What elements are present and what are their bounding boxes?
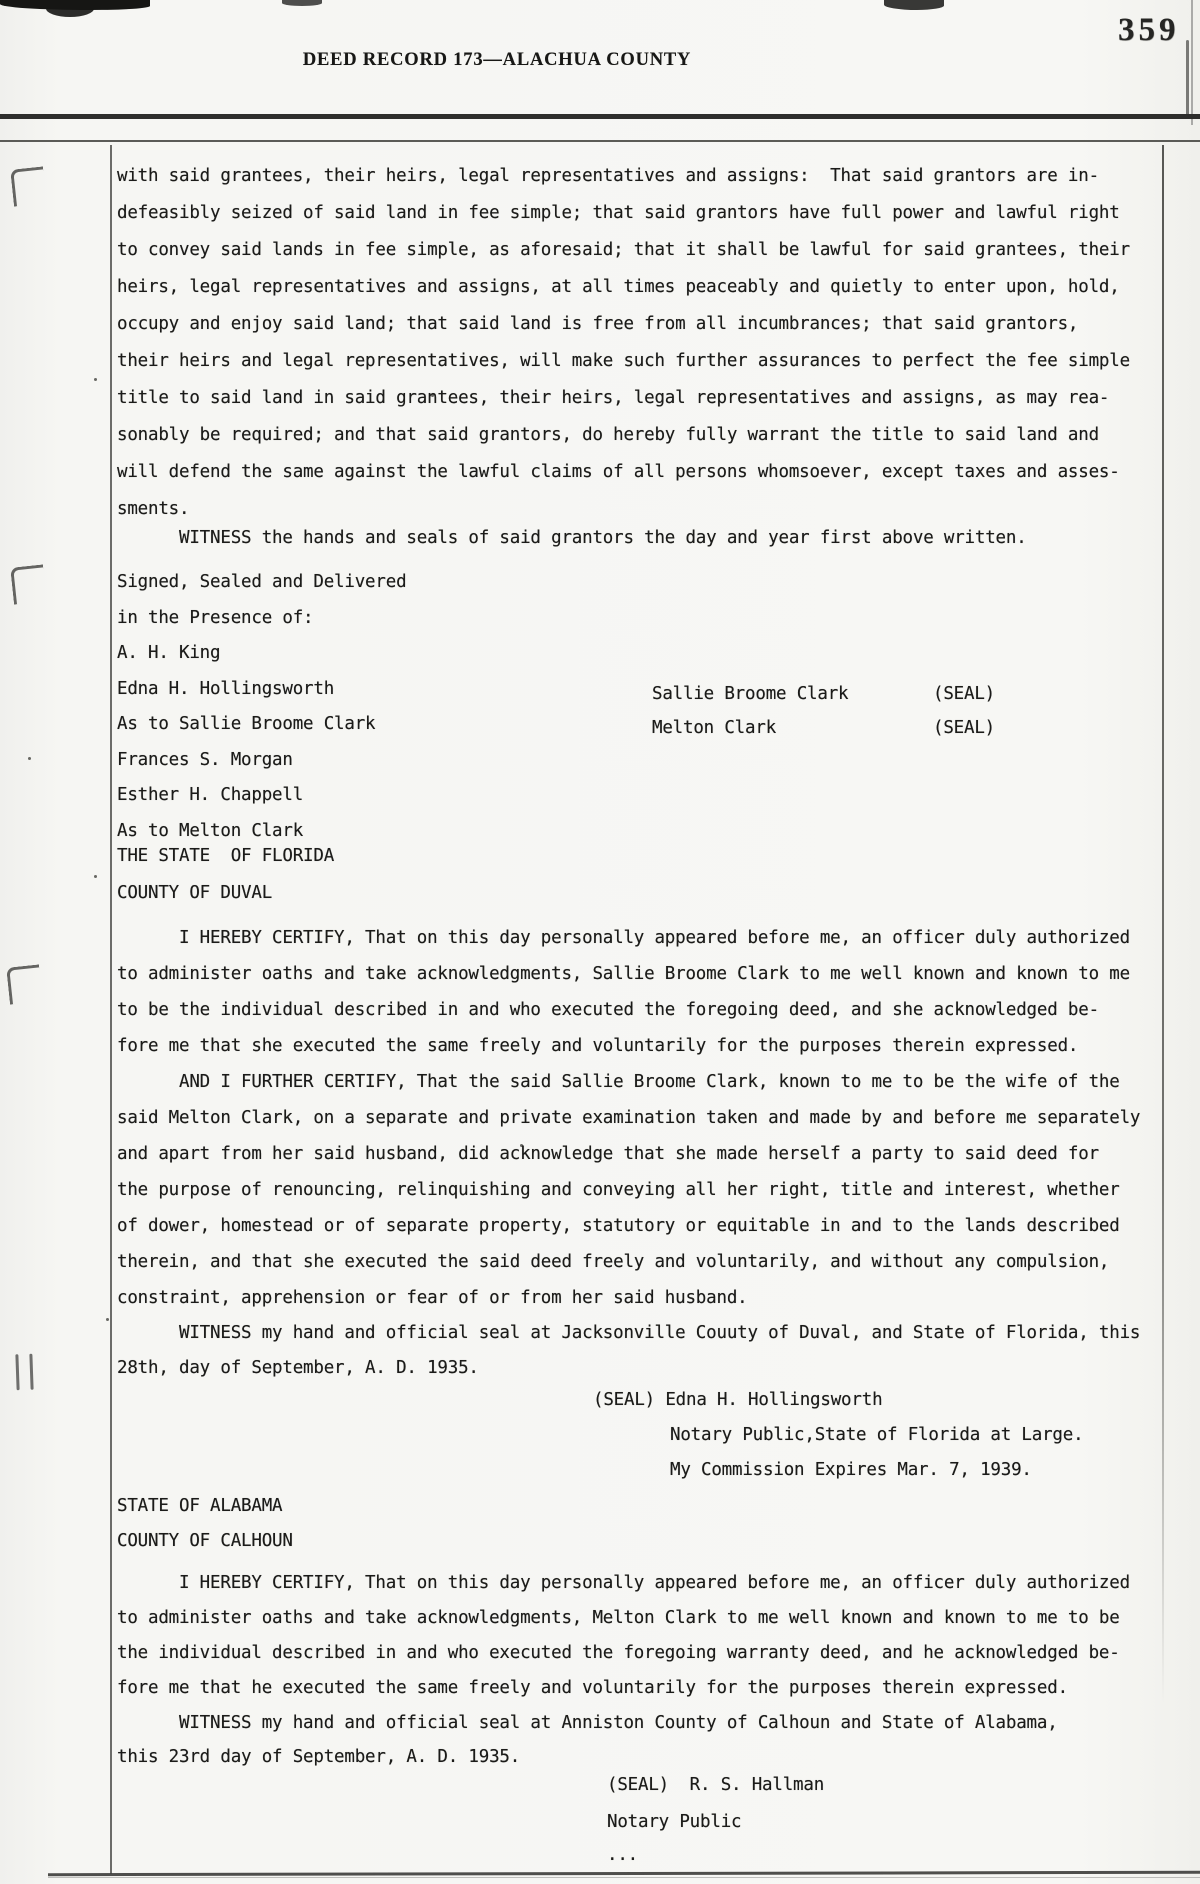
ink-speck	[94, 378, 97, 381]
florida-notary-seal-line: (SEAL) Edna H. Hollingsworth	[593, 1390, 883, 1410]
deed-line: to convey said lands in fee simple, as aforesaid; that it shall be lawful for said grantees, their	[117, 240, 1130, 260]
ink-speck	[28, 757, 31, 760]
deed-line: sonably be required; and that said grantors, do hereby fully warrant the title to said land and	[117, 425, 1099, 445]
left-margin-rule	[110, 145, 112, 1874]
deed-line: occupy and enjoy said land; that said land is free from all incumbrances; that said grantors,	[117, 314, 1079, 334]
certify-line: the purpose of renouncing, relinquishing and conveying all her right, title and interest, whether	[117, 1180, 1120, 1200]
florida-notary-commission-line: My Commission Expires Mar. 7, 1939.	[670, 1460, 1032, 1480]
grantor-signature-name: Melton Clark	[652, 718, 777, 738]
deed-line: title to said land in said grantees, their heirs, legal representatives and assigns, as may rea-	[117, 388, 1110, 408]
ink-speck	[106, 1318, 109, 1321]
deed-line: will defend the same against the lawful claims of all persons whomsoever, except taxes and asses-	[117, 462, 1120, 482]
alabama-notary-title-line: Notary Public	[607, 1812, 742, 1832]
bottom-rule	[48, 1871, 1200, 1876]
witness-column-line: in the Presence of:	[117, 607, 314, 628]
witness-line: WITNESS my hand and official seal at Anniston County of Calhoun and State of Alabama,	[117, 1713, 1058, 1733]
deed-line: with said grantees, their heirs, legal representatives and assigns: That said grantors are in-	[117, 166, 1099, 186]
witness-column-line: Frances S. Morgan	[117, 749, 293, 770]
certify-line: of dower, homestead or of separate property, statutory or equitable in and to the lands described	[117, 1216, 1120, 1236]
alabama-notary-seal-line: (SEAL) R. S. Hallman	[607, 1775, 825, 1795]
alabama-state-heading: STATE OF ALABAMA	[117, 1496, 283, 1516]
certify-line: fore me that he executed the same freely and voluntarily for the purposes therein expressed.	[117, 1678, 1068, 1698]
certify-line: to be the individual described in and who executed the foregoing deed, and she acknowledged be-	[117, 1000, 1099, 1020]
witness-column-line: A. H. King	[117, 643, 221, 663]
top-rule-thin	[0, 140, 1200, 142]
page-number: 359	[1118, 12, 1180, 48]
certify-line: said Melton Clark, on a separate and private examination taken and made by and before me separately	[117, 1108, 1141, 1128]
margin-corner-mark-3	[6, 964, 43, 1004]
grantor-signature-name: Sallie Broome Clark	[652, 684, 849, 704]
certify-line: to administer oaths and take acknowledgments, Sallie Broome Clark to me well known and known to me	[117, 964, 1130, 984]
certify-line: and apart from her said husband, did acknowledge that she made herself a party to said deed for	[117, 1144, 1099, 1164]
certify-line: constraint, apprehension or fear of or from her said husband.	[117, 1288, 748, 1308]
seal-annotation: (SEAL)	[933, 684, 996, 704]
deed-line: defeasibly seized of said land in fee simple; that said grantors have full power and lawful right	[117, 203, 1120, 223]
certify-line: therein, and that she executed the said deed freely and voluntarily, and without any compulsion,	[117, 1252, 1110, 1272]
witness-line: this 23rd day of September, A. D. 1935.	[117, 1747, 521, 1767]
deed-line: their heirs and legal representatives, will make such further assurances to perfect the fee simple	[117, 351, 1130, 371]
witness-column-line: As to Melton Clark	[117, 820, 304, 841]
witness-column-line: As to Sallie Broome Clark	[117, 714, 376, 734]
witness-line: 28th, day of September, A. D. 1935.	[117, 1358, 479, 1378]
right-margin-rule	[1162, 145, 1164, 1705]
certify-line: AND I FURTHER CERTIFY, That the said Sallie Broome Clark, known to me to be the wife of the	[117, 1072, 1120, 1092]
scan-smudge-top-mid	[282, 0, 322, 6]
scan-mark-right-edge	[1186, 40, 1189, 118]
certify-line: fore me that she executed the same freely and voluntarily for the purposes therein expressed.	[117, 1036, 1079, 1056]
record-end-marks: ...	[607, 1845, 639, 1865]
florida-certify-paragraph	[117, 920, 1130, 1064]
signing-witness-column	[117, 565, 406, 849]
florida-further-certify-paragraph	[117, 1064, 1140, 1316]
florida-state-heading: THE STATE OF FLORIDA	[117, 846, 335, 866]
margin-double-bar-mark	[15, 1354, 33, 1391]
top-rule-thick	[0, 114, 1200, 119]
alabama-witness-paragraph	[117, 1706, 1058, 1774]
bottom-rule-shadow	[48, 1877, 1200, 1878]
florida-county-heading: COUNTY OF DUVAL	[117, 883, 273, 903]
page-edge-line	[1191, 0, 1193, 125]
florida-witness-paragraph	[117, 1316, 1140, 1386]
scan-smudge-top-right	[884, 0, 944, 10]
scan-smudge-top-left-blob	[46, 0, 94, 17]
deed-line: heirs, legal representatives and assigns, at all times peaceably and quietly to enter upon, hold,	[117, 277, 1120, 297]
deed-line: sments.	[117, 499, 190, 519]
witness-line: WITNESS my hand and official seal at Jacksonville Couuty of Duval, and State of Florida, this	[117, 1323, 1141, 1343]
margin-corner-mark-1	[10, 166, 47, 206]
seal-annotation: (SEAL)	[933, 718, 996, 738]
deed-covenants-paragraph	[117, 158, 1130, 528]
florida-notary-title-line: Notary Public,State of Florida at Large.	[670, 1425, 1084, 1445]
certify-line: the individual described in and who executed the foregoing warranty deed, and he acknowledged be-	[117, 1643, 1120, 1663]
witness-column-line: Signed, Sealed and Delivered	[117, 572, 407, 592]
witness-column-line: Esther H. Chappell	[117, 785, 304, 805]
witness-column-line: Edna H. Hollingsworth	[117, 678, 335, 699]
margin-corner-mark-2	[10, 564, 47, 604]
certify-line: to administer oaths and take acknowledgments, Melton Clark to me well known and known to me to be	[117, 1608, 1120, 1628]
deed-witness-clause: WITNESS the hands and seals of said grantors the day and year first above written.	[117, 528, 1027, 548]
certify-line: I HEREBY CERTIFY, That on this day personally appeared before me, an officer duly authorized	[117, 1573, 1130, 1593]
certify-line: I HEREBY CERTIFY, That on this day personally appeared before me, an officer duly authorized	[117, 928, 1130, 948]
ink-speck	[94, 875, 97, 878]
alabama-county-heading: COUNTY OF CALHOUN	[117, 1531, 293, 1551]
page-header: DEED RECORD 173—ALACHUA COUNTY	[302, 50, 692, 70]
alabama-certify-paragraph	[117, 1566, 1130, 1706]
